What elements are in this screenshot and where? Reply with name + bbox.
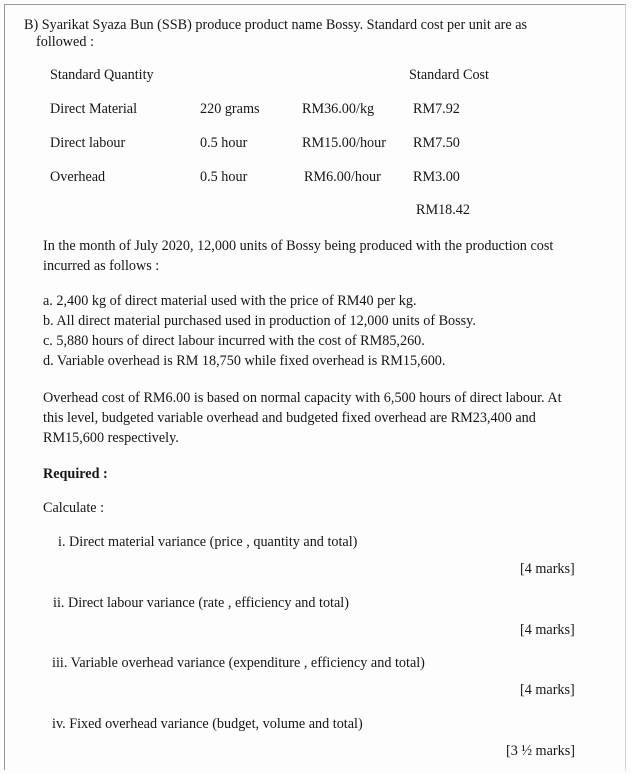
row-item: Direct labour — [50, 135, 126, 151]
question-text: iii. Variable overhead variance (expenditure , efficiency and total) — [52, 655, 425, 671]
question-text: iv. Fixed overhead variance (budget, volume and total) — [52, 716, 363, 732]
fact-item: b. All direct material purchased used in production of 12,000 units of Bossy. — [43, 313, 476, 329]
cost-total: RM18.42 — [416, 202, 470, 218]
question-marks: [4 marks] — [520, 561, 575, 577]
question-text: i. Direct material variance (price , quantity and total) — [58, 534, 358, 550]
required-heading: Required : — [43, 466, 108, 482]
row-quantity: 220 grams — [200, 101, 260, 117]
july-line-2: incurred as follows : — [43, 258, 160, 274]
overhead-line-1: Overhead cost of RM6.00 is based on normal capacity with 6,500 hours of direct labour. At — [43, 390, 562, 406]
row-rate: RM6.00/hour — [304, 169, 381, 185]
fact-item: d. Variable overhead is RM 18,750 while fixed overhead is RM15,600. — [43, 353, 446, 369]
row-cost: RM7.92 — [413, 101, 460, 117]
row-rate: RM36.00/kg — [302, 101, 375, 117]
row-rate: RM15.00/hour — [302, 135, 386, 151]
question-text: ii. Direct labour variance (rate , efficiency and total) — [53, 595, 349, 611]
july-line-1: In the month of July 2020, 12,000 units of Bossy being produced with the production cost — [43, 238, 554, 254]
row-cost: RM7.50 — [413, 135, 460, 151]
row-quantity: 0.5 hour — [200, 169, 248, 185]
header-standard-quantity: Standard Quantity — [50, 67, 154, 83]
row-item: Overhead — [50, 169, 106, 185]
intro-line-2: followed : — [36, 34, 94, 50]
overhead-line-2: this level, budgeted variable overhead and budgeted fixed overhead are RM23,400 and — [43, 410, 536, 426]
row-item: Direct Material — [50, 101, 138, 117]
question-marks: [4 marks] — [520, 622, 575, 638]
row-cost: RM3.00 — [413, 169, 460, 185]
fact-item: c. 5,880 hours of direct labour incurred with the cost of RM85,260. — [43, 333, 425, 349]
overhead-line-3: RM15,600 respectively. — [43, 430, 179, 446]
header-standard-cost: Standard Cost — [409, 67, 489, 83]
question-marks: [3 ½ marks] — [506, 743, 575, 759]
question-marks: [4 marks] — [520, 682, 575, 698]
calculate-label: Calculate : — [43, 500, 105, 516]
row-quantity: 0.5 hour — [200, 135, 248, 151]
fact-item: a. 2,400 kg of direct material used with the price of RM40 per kg. — [43, 293, 417, 309]
intro-line-1: B) Syarikat Syaza Bun (SSB) produce product name Bossy. Standard cost per unit are as — [24, 17, 528, 33]
